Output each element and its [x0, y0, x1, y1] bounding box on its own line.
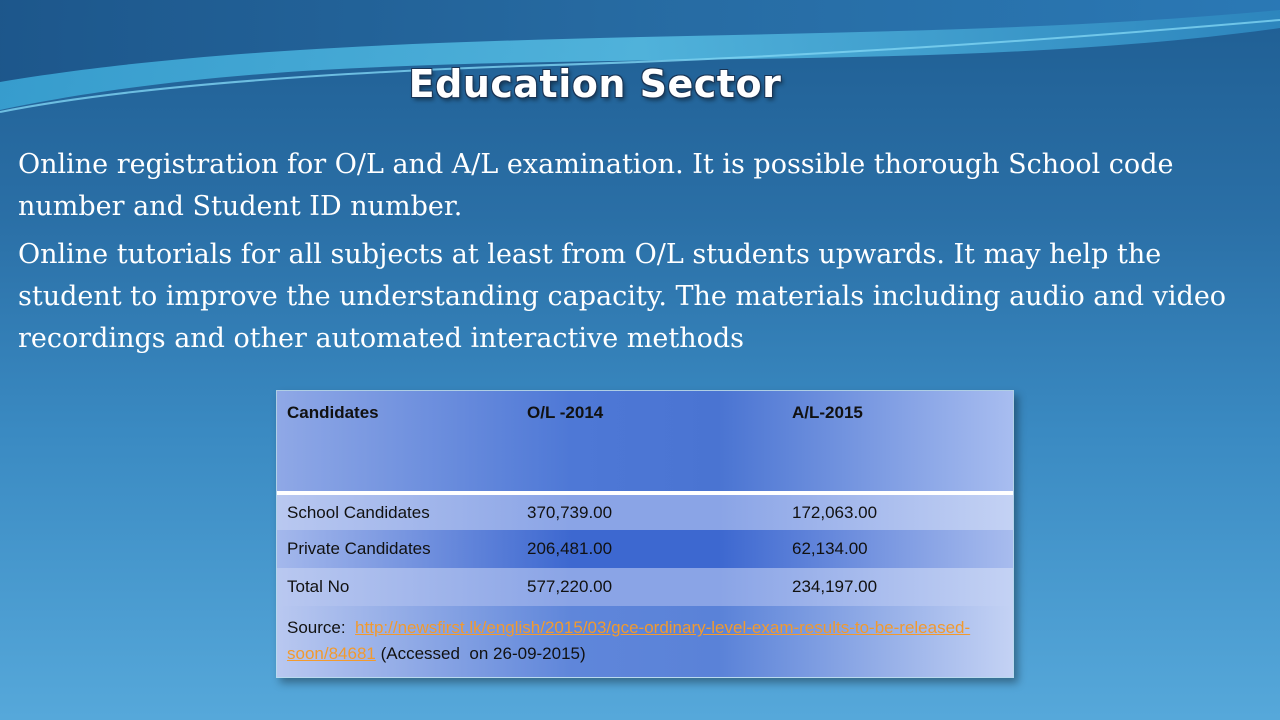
paragraph-registration: Online registration for O/L and A/L examination. It is possible thorough School code number and Student ID number.: [18, 149, 1174, 222]
table-header-row: [277, 391, 1013, 493]
row-ol-value: 370,739.00: [527, 502, 613, 522]
row-ol-value: 206,481.00: [527, 539, 613, 559]
header-ol-2014: O/L -2014: [527, 403, 604, 422]
row-label: Private Candidates: [287, 539, 431, 559]
table-row: [277, 530, 1013, 568]
row-ol-value: 577,220.00: [527, 576, 613, 596]
table-source-row: [277, 606, 1013, 677]
row-al-value: 62,134.00: [792, 539, 868, 559]
row-al-value: 234,197.00: [792, 576, 878, 596]
row-al-value: 172,063.00: [792, 502, 878, 522]
row-label: Total No: [287, 576, 350, 596]
slide-title: Education Sector: [408, 62, 782, 106]
header-candidates: Candidates: [287, 403, 379, 422]
paragraph-tutorials: Online tutorials for all subjects at least from O/L students upwards. It may help the student to improve the understanding capacity. The materials including audio and video recordings and other automated interactive methods: [18, 239, 1227, 354]
source-cell: [277, 606, 1013, 677]
body-text: [18, 144, 1248, 366]
header-al-2015: A/L-2015: [792, 403, 863, 422]
row-label: School Candidates: [287, 502, 430, 522]
source-accessed: (Accessed on 26-09-2015): [375, 644, 586, 664]
candidates-table: [276, 390, 1014, 678]
table-row: [277, 568, 1013, 606]
source-prefix: Source:: [287, 618, 356, 638]
source-link[interactable]: http://newsfirst.lk/english/2015/03/gce-ordinary-level-exam-results-to-be-released-soon/84681: [287, 618, 971, 664]
table-row: [277, 493, 1013, 531]
